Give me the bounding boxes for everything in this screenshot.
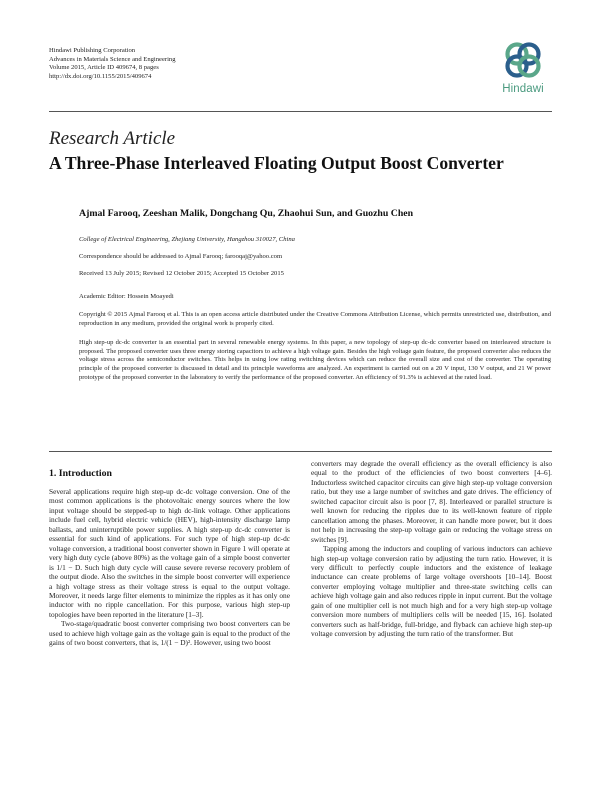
doi-link[interactable]: http://dx.doi.org/10.1155/2015/409674 — [49, 72, 152, 80]
academic-editor: Academic Editor: Hossein Moayedi — [79, 293, 174, 300]
section-heading: 1. Introduction — [49, 468, 112, 479]
author-list: Ajmal Farooq, Zeeshan Malik, Dongchang Qu, Zhaohui Sun, and Guozhu Chen — [79, 208, 414, 219]
hindawi-logo-icon — [501, 38, 545, 82]
submission-dates: Received 13 July 2015; Revised 12 October 2015; Accepted 15 October 2015 — [79, 270, 284, 277]
publisher-name: Hindawi Publishing Corporation — [49, 47, 136, 54]
abstract-rule — [49, 451, 552, 452]
affiliation: College of Electrical Engineering, Zhejiang University, Hangzhou 310027, China — [79, 236, 295, 243]
left-column — [49, 487, 290, 648]
logo-wordmark: Hindawi — [502, 83, 544, 95]
paragraph: Several applications require high step-up dc-dc voltage conversion. One of the most common applications is the photovoltaic energy sources where the low input voltage should be stepped-up to high dc-link voltage. Other applications include fuel cell, hybrid electric vehicle (HEV), high-intensity discharge lamp ballasts, and uninterruptible power supplies. A high step-up dc-dc converter is essential for such kind of applications. For such type of high step-up dc-dc voltage conversion, a traditional boost converter shown in Figure 1 will operate at very high duty cycle (above 80%) as the voltage gain of a simple boost converter is 1/1 − D. Such high duty cycle will cause severe reverse recovery problem of the output diode. Also the switches in the simple boost converter will experience a high voltage stress as their voltage stress is equal to the output voltage. Moreover, it needs large filter elements to minimize the ripples as it has only one inductor with no ripple cancellation. For this purpose, various high step-up topologies have been reported in the literature [1–3]. — [49, 487, 290, 619]
article-type: Research Article — [49, 128, 176, 149]
header-rule — [49, 111, 552, 112]
volume-info: Volume 2015, Article ID 409674, 8 pages — [49, 64, 159, 72]
journal-header — [49, 47, 176, 81]
article-title: A Three-Phase Interleaved Floating Output Boost Converter — [49, 153, 504, 173]
right-column — [311, 459, 552, 639]
paragraph: Two-stage/quadratic boost converter comprising two boost converters can be used to achieve high voltage gain as the voltage gain is equal to the product of the gains of two boost converters, that is, 1/(1 − D)². However, using two boost — [49, 619, 290, 648]
abstract: High step-up dc-dc converter is an essential part in several renewable energy systems. In this paper, a new topology of step-up dc-dc converter based on interleaved structure is proposed. The proposed converter uses three energy storing capacitors to achieve a high voltage gain. Besides the high voltage gain feature, the proposed converter also reduces the voltage stress across the semiconductor switches. This helps in using low rating switching devices which can reduce the overall size and cost of the converter. The operating principle of the proposed converter is discussed in detail and its principle waveforms are analyzed. An experiment is carried out on a 20 V input, 130 V output, and 21 W power prototype of the proposed converter in the laboratory to verify the performance of the proposed converter. An efficiency of 91.3% is achieved at the rated load. — [79, 339, 551, 381]
correspondence: Correspondence should be addressed to Ajmal Farooq; farooqaj@yahoo.com — [79, 253, 283, 260]
paragraph: Tapping among the inductors and coupling of various inductors can achieve high step-up voltage conversion ratio by adjusting the turn ratio. However, it is very difficult to perfectly couple inductors and the existence of leakage inductance can create problems of large voltage overshoots [10–14]. Boost converter employing voltage multiplier and three-state switching cells can achieve high voltage gain and also reduces ripple in input current. But the voltage gain of one multiplier cell is not much high and for a very high step-up voltage conversion more numbers of multipliers cells will be needed [15, 16]. Isolated converters such as half-bridge, full-bridge, and flyback can achieve high step-up voltage conversion by adjusting the turn ratio of the transformer. But — [311, 544, 552, 639]
copyright-notice: Copyright © 2015 Ajmal Farooq et al. This is an open access article distributed under the Creative Commons Attribution License, which permits unrestricted use, distribution, and reproduction in any medium, provided the original work is properly cited. — [79, 311, 551, 327]
paragraph: converters may degrade the overall efficiency as the overall efficiency is also equal to the product of the efficiencies of two boost converters [4–6]. Inductorless switched capacitor circuits can give high step-up voltage conversion ratio, but they use a large number of switches and gate drives. The efficiency of switched capacitor circuit also is poor [7, 8]. Interleaved or parallel structure is well known for reducing the ripples due to its well-known feature of ripple cancellation among the phases. Moreover, it can handle more power, but it does not help in increasing the step-up voltage gain or reducing the voltage stress on switches [9]. — [311, 459, 552, 544]
hindawi-logo — [491, 38, 555, 95]
journal-name: Advances in Materials Science and Engineering — [49, 55, 176, 63]
